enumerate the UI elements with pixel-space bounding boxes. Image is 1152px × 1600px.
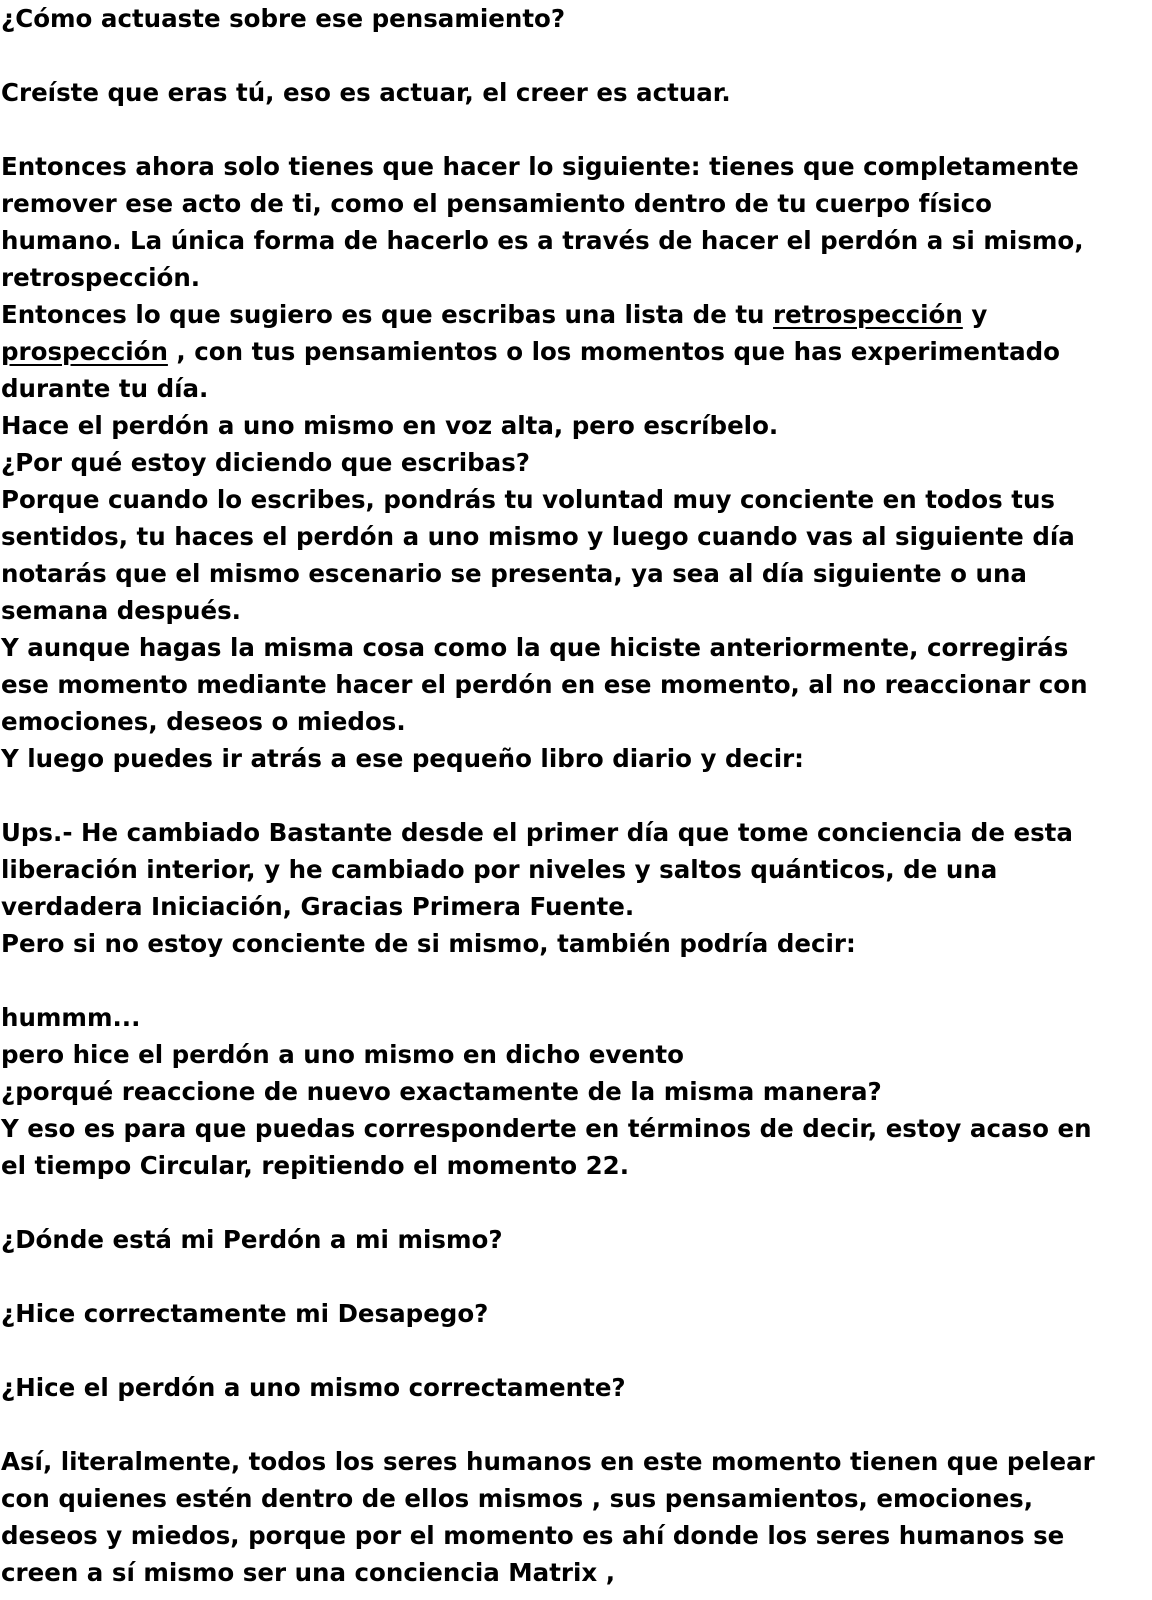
text-segment: Entonces lo que sugiero es que escribas una lista de tu	[1, 300, 774, 329]
text-line: Y luego puedes ir atrás a ese pequeño libro diario y decir:	[1, 744, 804, 773]
text-line: Porque cuando lo escribes, pondrás tu voluntad muy conciente en todos tus	[1, 485, 1055, 514]
blank-line	[0, 1332, 1152, 1369]
text-line: Creíste que eras tú, eso es actuar, el creer es actuar.	[1, 78, 731, 107]
text-line: ¿Hice el perdón a uno mismo correctamente?	[1, 1373, 626, 1402]
blank-line	[0, 1406, 1152, 1443]
blank-line	[0, 37, 1152, 74]
blank-line	[0, 962, 1152, 999]
text-line	[0, 333, 1152, 370]
text-line: ese momento mediante hacer el perdón en ese momento, al no reaccionar con	[1, 670, 1088, 699]
text-line: Entonces ahora solo tienes que hacer lo siguiente: tienes que completamente	[1, 152, 1079, 181]
text-line: Así, literalmente, todos los seres humanos en este momento tienen que pelear	[1, 1447, 1095, 1476]
blank-line	[0, 777, 1152, 814]
text-line: humano. La única forma de hacerlo es a través de hacer el perdón a si mismo,	[1, 226, 1084, 255]
text-line: Hace el perdón a uno mismo en voz alta, pero escríbelo.	[1, 411, 779, 440]
text-line: retrospección.	[1, 263, 201, 292]
text-line: deseos y miedos, porque por el momento es ahí donde los seres humanos se	[1, 1521, 1065, 1550]
text-line: pero hice el perdón a uno mismo en dicho evento	[1, 1040, 684, 1069]
text-line: el tiempo Circular, repitiendo el momento 22.	[1, 1151, 630, 1180]
text-line	[0, 296, 1152, 333]
text-line: ¿Dónde está mi Perdón a mi mismo?	[1, 1225, 503, 1254]
text-line: remover ese acto de ti, como el pensamiento dentro de tu cuerpo físico	[1, 189, 992, 218]
text-line: ¿porqué reaccione de nuevo exactamente de la misma manera?	[1, 1077, 882, 1106]
blank-line	[0, 111, 1152, 148]
text-line: con quienes estén dentro de ellos mismos , sus pensamientos, emociones,	[1, 1484, 1034, 1513]
text-line: ¿Hice correctamente mi Desapego?	[1, 1299, 489, 1328]
text-line: liberación interior, y he cambiado por niveles y saltos quánticos, de una	[1, 855, 998, 884]
text-line: sentidos, tu haces el perdón a uno mismo y luego cuando vas al siguiente día	[1, 522, 1075, 551]
text-line: ¿Cómo actuaste sobre ese pensamiento?	[1, 4, 566, 33]
text-line: Pero si no estoy conciente de si mismo, también podría decir:	[1, 929, 856, 958]
underlined-term-prospeccion: prospección	[1, 337, 168, 366]
text-line: creen a sí mismo ser una conciencia Matrix ,	[1, 1558, 616, 1587]
text-segment: y	[962, 300, 988, 329]
text-line: Y eso es para que puedas corresponderte en términos de decir, estoy acaso en	[1, 1114, 1092, 1143]
text-line: Ups.- He cambiado Bastante desde el primer día que tome conciencia de esta	[1, 818, 1073, 847]
text-line: durante tu día.	[1, 374, 209, 403]
text-line: semana después.	[1, 596, 241, 625]
underlined-term-retrospeccion: retrospección	[773, 300, 963, 329]
text-segment: , con tus pensamientos o los momentos que has experimentado	[167, 337, 1060, 366]
text-line: Y aunque hagas la misma cosa como la que hiciste anteriormente, corregirás	[1, 633, 1069, 662]
text-line: hummm...	[1, 1003, 141, 1032]
blank-line	[0, 1258, 1152, 1295]
text-line: ¿Por qué estoy diciendo que escribas?	[1, 448, 530, 477]
text-line: verdadera Iniciación, Gracias Primera Fuente.	[1, 892, 635, 921]
text-line: emociones, deseos o miedos.	[1, 707, 406, 736]
blank-line	[0, 1184, 1152, 1221]
text-line: notarás que el mismo escenario se presenta, ya sea al día siguiente o una	[1, 559, 1027, 588]
